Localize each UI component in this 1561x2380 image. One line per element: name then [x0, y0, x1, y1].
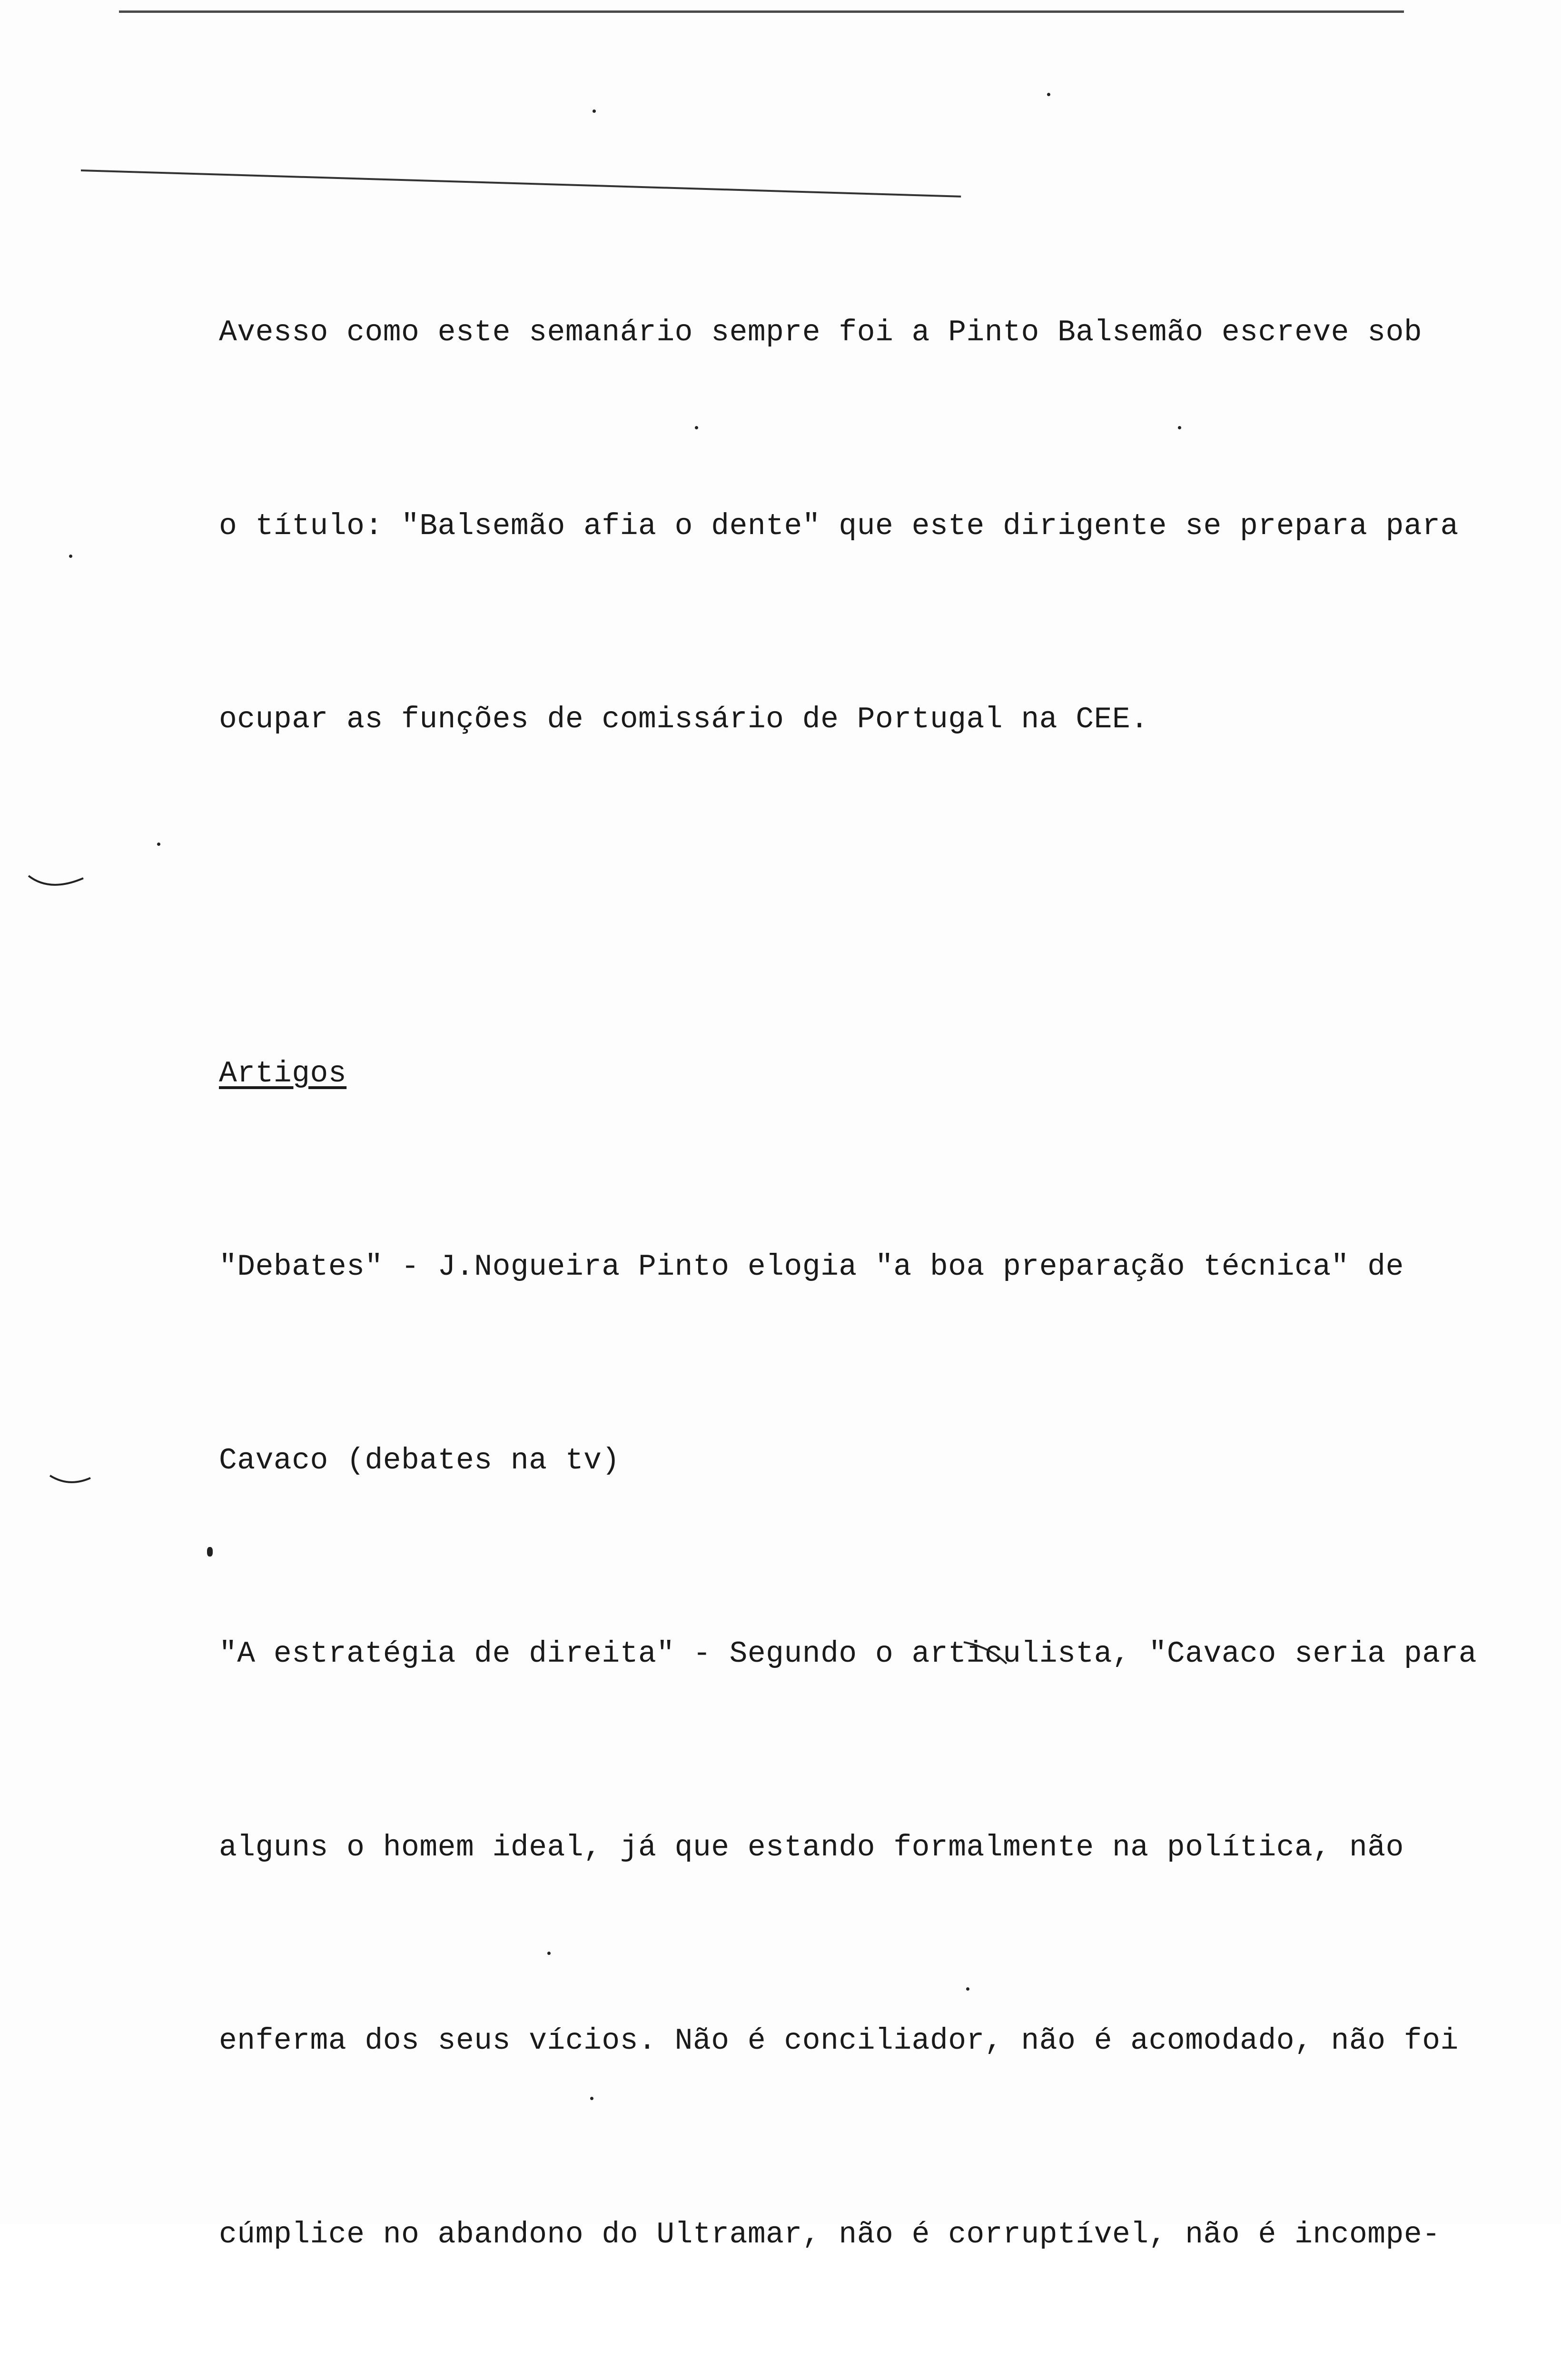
margin-curve-mark — [48, 1466, 114, 1504]
intro-line-2: o título: "Balsemão afia o dente" que este dirigente se prepara para — [219, 509, 1459, 543]
scan-speck — [966, 1987, 969, 1991]
section-heading-artigos: Artigos — [219, 1056, 347, 1091]
scan-speck — [695, 426, 698, 429]
scan-speck — [547, 1952, 551, 1955]
margin-curve-mark — [26, 857, 93, 895]
scan-speck — [69, 555, 72, 558]
article-line-6: cúmplice no abandono do Ultramar, não é corruptível, não é incompe- — [219, 2217, 1441, 2251]
scan-speck — [590, 2097, 593, 2100]
intro-line-3: ocupar as funções de comissário de Portugal na CEE. — [219, 703, 1149, 736]
scan-speck — [207, 1547, 213, 1557]
stray-pen-mark — [961, 1637, 1028, 1676]
scan-speck — [157, 843, 160, 846]
scan-speck — [1047, 93, 1050, 96]
document-body — [219, 171, 1551, 2380]
scan-speck — [593, 109, 596, 113]
article-line-2: Cavaco (debates na tv) — [219, 1443, 620, 1478]
article-line-3: "A estratégia de direita" - Segundo o articulista, "Cavaco seria para — [219, 1637, 1477, 1671]
page-top-rule — [119, 10, 1404, 13]
paragraph-gap — [219, 881, 1551, 912]
article-line-1: "Debates" - J.Nogueira Pinto elogia "a boa preparação técnica" de — [219, 1250, 1404, 1284]
article-line-4: alguns o homem ideal, já que estando formalmente na política, não — [219, 1830, 1404, 1864]
intro-line-1: Avesso como este semanário sempre foi a Pinto Balsemão escreve sob — [219, 316, 1423, 349]
article-line-5: enferma dos seus vícios. Não é conciliador, não é acomodado, não foi — [219, 2024, 1459, 2058]
scan-speck — [1178, 426, 1181, 429]
